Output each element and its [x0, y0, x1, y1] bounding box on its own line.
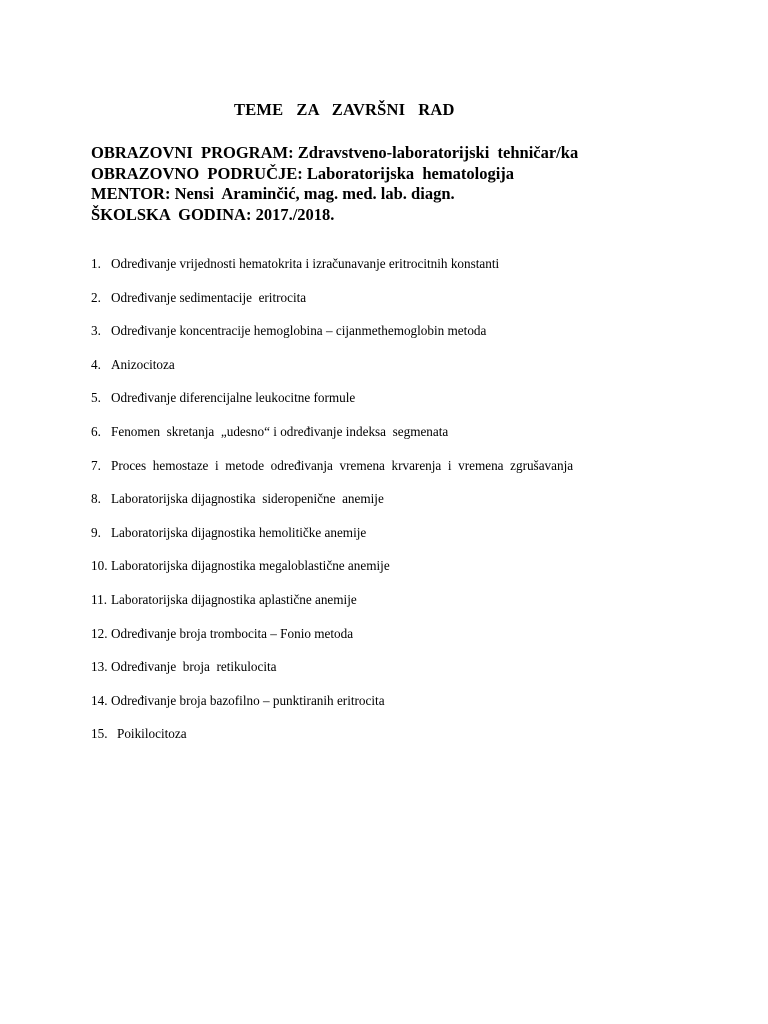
topic-item-10 [91, 557, 573, 591]
topic-item-6 [91, 423, 573, 457]
topic-number: 6. [91, 423, 101, 439]
topic-number: 13. [91, 659, 108, 675]
topic-item-15 [91, 725, 573, 759]
topic-number: 7. [91, 457, 101, 473]
topic-text: Laboratorijska dijagnostika hemolitičke anemije [111, 524, 367, 540]
topic-item-8 [91, 490, 573, 524]
topic-text: Određivanje diferencijalne leukocitne formule [111, 390, 356, 406]
topic-item-7 [91, 457, 573, 491]
topic-number: 4. [91, 356, 101, 372]
topic-item-2 [91, 289, 573, 323]
topic-number: 9. [91, 524, 101, 540]
topic-item-1 [91, 255, 573, 289]
topic-number: 14. [91, 692, 108, 708]
meta-program: OBRAZOVNI PROGRAM: Zdravstveno-laboratorijski tehničar/ka [91, 143, 579, 162]
topic-number: 15. [91, 726, 108, 742]
topic-number: 12. [91, 625, 108, 641]
topic-item-5 [91, 389, 573, 423]
meta-mentor: MENTOR: Nensi Araminčić, mag. med. lab. diagn. [91, 184, 455, 203]
document-title: TEME ZA ZAVRŠNI RAD [234, 100, 455, 119]
topic-text: Proces hemostaze i metode određivanja vremena krvarenja i vremena zgrušavanja [111, 457, 574, 473]
topic-number: 2. [91, 289, 101, 305]
topic-text: Određivanje broja bazofilno – punktiranih eritrocita [111, 692, 385, 708]
topic-item-13 [91, 658, 573, 692]
topic-number: 8. [91, 491, 101, 507]
topic-item-9 [91, 524, 573, 558]
topic-text: Određivanje koncentracije hemoglobina – cijanmethemoglobin metoda [111, 323, 487, 339]
topic-text: Laboratorijska dijagnostika megaloblastične anemije [111, 558, 390, 574]
topic-item-3 [91, 322, 573, 356]
topic-text: Poikilocitoza [117, 726, 187, 742]
topic-item-12 [91, 625, 573, 659]
topic-text: Određivanje sedimentacije eritrocita [111, 289, 307, 305]
topic-item-14 [91, 692, 573, 726]
topic-text: Određivanje vrijednosti hematokrita i izračunavanje eritrocitnih konstanti [111, 256, 500, 271]
topic-number: 3. [91, 323, 101, 339]
meta-field: OBRAZOVNO PODRUČJE: Laboratorijska hematologija [91, 163, 515, 183]
topic-item-11 [91, 591, 573, 625]
topic-text: Određivanje broja retikulocita [111, 659, 277, 675]
topic-text: Fenomen skretanja „udesno“ i određivanje indeksa segmenata [111, 423, 449, 439]
topic-text: Laboratorijska dijagnostika sideropenične anemije [111, 491, 384, 507]
topic-text: Laboratorijska dijagnostika aplastične anemije [111, 591, 357, 607]
topic-text: Anizocitoza [111, 356, 175, 372]
document-meta [91, 143, 578, 225]
topic-number: 1. [91, 256, 101, 271]
meta-school-year: ŠKOLSKA GODINA: 2017./2018. [91, 204, 335, 224]
topic-number: 10. [91, 558, 108, 574]
topic-number: 5. [91, 390, 101, 406]
topic-list [91, 255, 573, 759]
topic-number: 11. [91, 591, 107, 607]
topic-text: Određivanje broja trombocita – Fonio metoda [111, 625, 354, 641]
topic-item-4 [91, 356, 573, 390]
